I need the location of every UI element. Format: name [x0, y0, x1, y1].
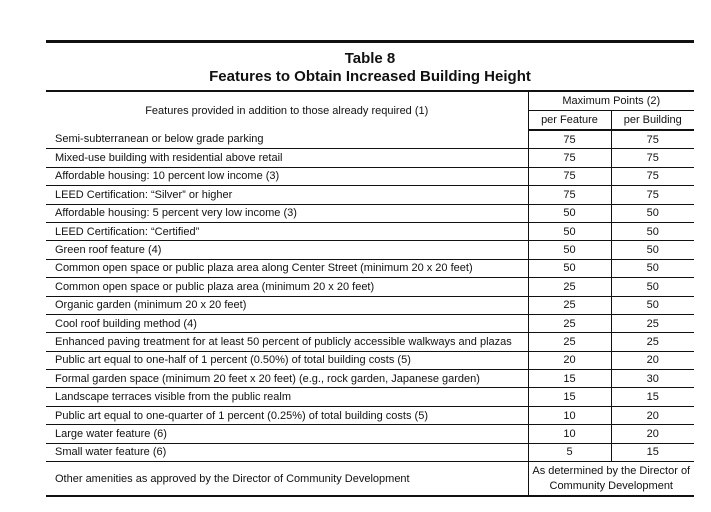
row-feature: Formal garden space (minimum 20 feet x 20 feet) (e.g., rock garden, Japanese garden) — [46, 370, 528, 388]
row-feature: Organic garden (minimum 20 x 20 feet) — [46, 296, 528, 314]
row-per-feature: 50 — [528, 204, 611, 222]
row-feature: Common open space or public plaza area (minimum 20 x 20 feet) — [46, 278, 528, 296]
row-feature: LEED Certification: “Silver” or higher — [46, 186, 528, 204]
table-row-other-amenities — [46, 462, 694, 497]
row-per-building: 50 — [611, 259, 694, 277]
table-title: Features to Obtain Increased Building Height — [209, 68, 531, 85]
table-row — [46, 222, 694, 240]
row-per-building: 50 — [611, 204, 694, 222]
table-row — [46, 351, 694, 369]
row-per-building: 20 — [611, 425, 694, 443]
row-feature: Semi-subterranean or below grade parking — [46, 130, 528, 149]
points-table — [46, 90, 694, 497]
table-row — [46, 388, 694, 406]
row-feature: Common open space or public plaza area along Center Street (minimum 20 x 20 feet) — [46, 259, 528, 277]
table-row — [46, 333, 694, 351]
row-per-feature: 75 — [528, 167, 611, 185]
row-feature: Small water feature (6) — [46, 443, 528, 461]
header-features: Features provided in addition to those already required (1) — [46, 91, 528, 130]
table-title-block — [46, 40, 694, 90]
row-per-feature: 5 — [528, 443, 611, 461]
table-row — [46, 278, 694, 296]
row-feature: Public art equal to one-half of 1 percent (0.50%) of total building costs (5) — [46, 351, 528, 369]
row-per-feature: 15 — [528, 370, 611, 388]
row-feature: Public art equal to one-quarter of 1 percent (0.25%) of total building costs (5) — [46, 406, 528, 424]
table-number: Table 8 — [344, 50, 396, 67]
table-row — [46, 241, 694, 259]
row-per-feature: 10 — [528, 425, 611, 443]
row-per-building: 75 — [611, 130, 694, 149]
row-feature: Affordable housing: 10 percent low income (3) — [46, 167, 528, 185]
row-per-building: 50 — [611, 241, 694, 259]
row-per-building: 15 — [611, 443, 694, 461]
table-row — [46, 167, 694, 185]
row-per-building: 25 — [611, 333, 694, 351]
row-per-feature: 25 — [528, 314, 611, 332]
row-per-feature: 50 — [528, 222, 611, 240]
row-per-feature: 50 — [528, 241, 611, 259]
row-per-feature: 15 — [528, 388, 611, 406]
table-row — [46, 204, 694, 222]
table-body — [46, 130, 694, 462]
row-per-building: 75 — [611, 167, 694, 185]
row-per-building: 75 — [611, 186, 694, 204]
row-per-building: 75 — [611, 149, 694, 167]
row-per-building: 50 — [611, 278, 694, 296]
row-per-building: 30 — [611, 370, 694, 388]
row-feature: Cool roof building method (4) — [46, 314, 528, 332]
row-per-feature: 25 — [528, 296, 611, 314]
row-feature: Landscape terraces visible from the public realm — [46, 388, 528, 406]
table-row — [46, 425, 694, 443]
row-per-feature: 10 — [528, 406, 611, 424]
table-row — [46, 370, 694, 388]
row-per-building: 50 — [611, 296, 694, 314]
row-feature: LEED Certification: “Certified” — [46, 222, 528, 240]
row-per-building: 25 — [611, 314, 694, 332]
table-row — [46, 314, 694, 332]
row-feature: Large water feature (6) — [46, 425, 528, 443]
row-per-feature: 20 — [528, 351, 611, 369]
row-feature: Affordable housing: 5 percent very low income (3) — [46, 204, 528, 222]
row-per-building: 15 — [611, 388, 694, 406]
row-per-feature: 50 — [528, 259, 611, 277]
features-table — [46, 40, 694, 497]
header-per-feature: per Feature — [528, 111, 611, 131]
row-per-building: 20 — [611, 351, 694, 369]
row-per-feature: 75 — [528, 130, 611, 149]
header-per-building: per Building — [611, 111, 694, 131]
row-per-feature: 25 — [528, 278, 611, 296]
header-max-points: Maximum Points (2) — [528, 91, 694, 111]
table-row — [46, 149, 694, 167]
row-feature: Mixed-use building with residential above retail — [46, 149, 528, 167]
row-determined-by: As determined by the Director of Community Development — [528, 462, 694, 497]
table-row — [46, 296, 694, 314]
table-row — [46, 259, 694, 277]
row-per-feature: 75 — [528, 186, 611, 204]
table-row — [46, 406, 694, 424]
row-per-feature: 75 — [528, 149, 611, 167]
table-row — [46, 186, 694, 204]
row-feature: Enhanced paving treatment for at least 50 percent of publicly accessible walkways and plazas — [46, 333, 528, 351]
row-feature: Other amenities as approved by the Director of Community Development — [46, 462, 528, 497]
row-per-building: 50 — [611, 222, 694, 240]
table-row — [46, 130, 694, 149]
table-row — [46, 443, 694, 461]
row-per-feature: 25 — [528, 333, 611, 351]
row-feature: Green roof feature (4) — [46, 241, 528, 259]
row-per-building: 20 — [611, 406, 694, 424]
